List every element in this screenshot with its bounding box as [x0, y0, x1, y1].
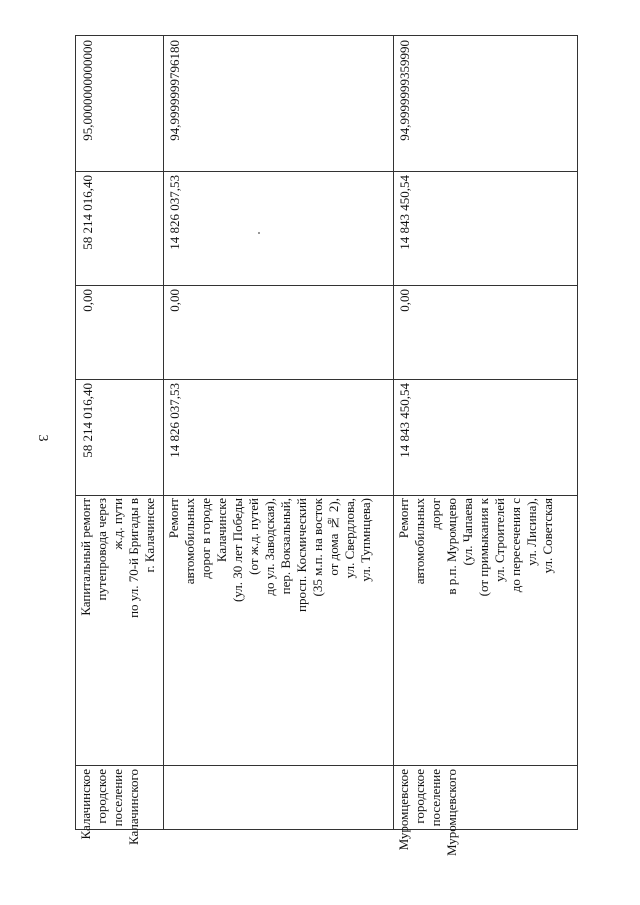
- col-separator-3: [75, 379, 578, 380]
- row1-regional: 58 214 016,40: [80, 175, 95, 250]
- page-number: 3: [35, 434, 50, 442]
- row-separator-2: [393, 35, 394, 830]
- row3-object: Ремонт автомобильных дорог в р.п. Муромцево (ул. Чапаева (от примыкания к ул. Строителей до пересечения с ул. Лисина), ул. Советская: [396, 498, 555, 597]
- row1-object: Капитальный ремонт путепровода через ж.д. пути по ул. 70-й Бригады в г. Калачинске: [78, 498, 157, 618]
- table-border-left: [75, 35, 76, 830]
- table-border-bottom: [75, 829, 578, 830]
- table-border-top: [75, 35, 578, 36]
- row3-local: 0,00: [397, 289, 412, 312]
- scan-speck: [258, 232, 260, 234]
- col-separator-2: [75, 285, 578, 286]
- table-border-right: [577, 35, 578, 830]
- row3-municipality: Муромцевское городское поселение Муромцевского: [396, 769, 459, 856]
- row2-regional: 14 826 037,53: [167, 175, 182, 250]
- row2-local: 0,00: [167, 289, 182, 312]
- row3-regional: 14 843 450,54: [397, 175, 412, 250]
- row-separator-1: [163, 35, 164, 830]
- row2-share: 94,9999999796180: [167, 40, 182, 141]
- row2-total: 14 826 037,53: [167, 383, 182, 458]
- row3-share: 94,9999999359990: [397, 40, 412, 141]
- col-separator-1: [75, 171, 578, 172]
- budget-table: [75, 35, 578, 856]
- row1-share: 95,0000000000000: [80, 40, 95, 141]
- col-separator-5: [75, 765, 578, 766]
- row1-local: 0,00: [80, 289, 95, 312]
- row1-total: 58 214 016,40: [80, 383, 95, 458]
- row1-municipality: Калачинское городское поселение Калачинского: [78, 769, 141, 846]
- row3-total: 14 843 450,54: [397, 383, 412, 458]
- row2-object: Ремонт автомобильных дорог в городе Калачинске (ул. 30 лет Победы (от ж.д. путей до ул. Заводская), пер. Вокзальный, просп. Космический (35 м.п. на восток от дома № 2), ул. Свердлова, ул. Тупмнцева): [166, 498, 373, 612]
